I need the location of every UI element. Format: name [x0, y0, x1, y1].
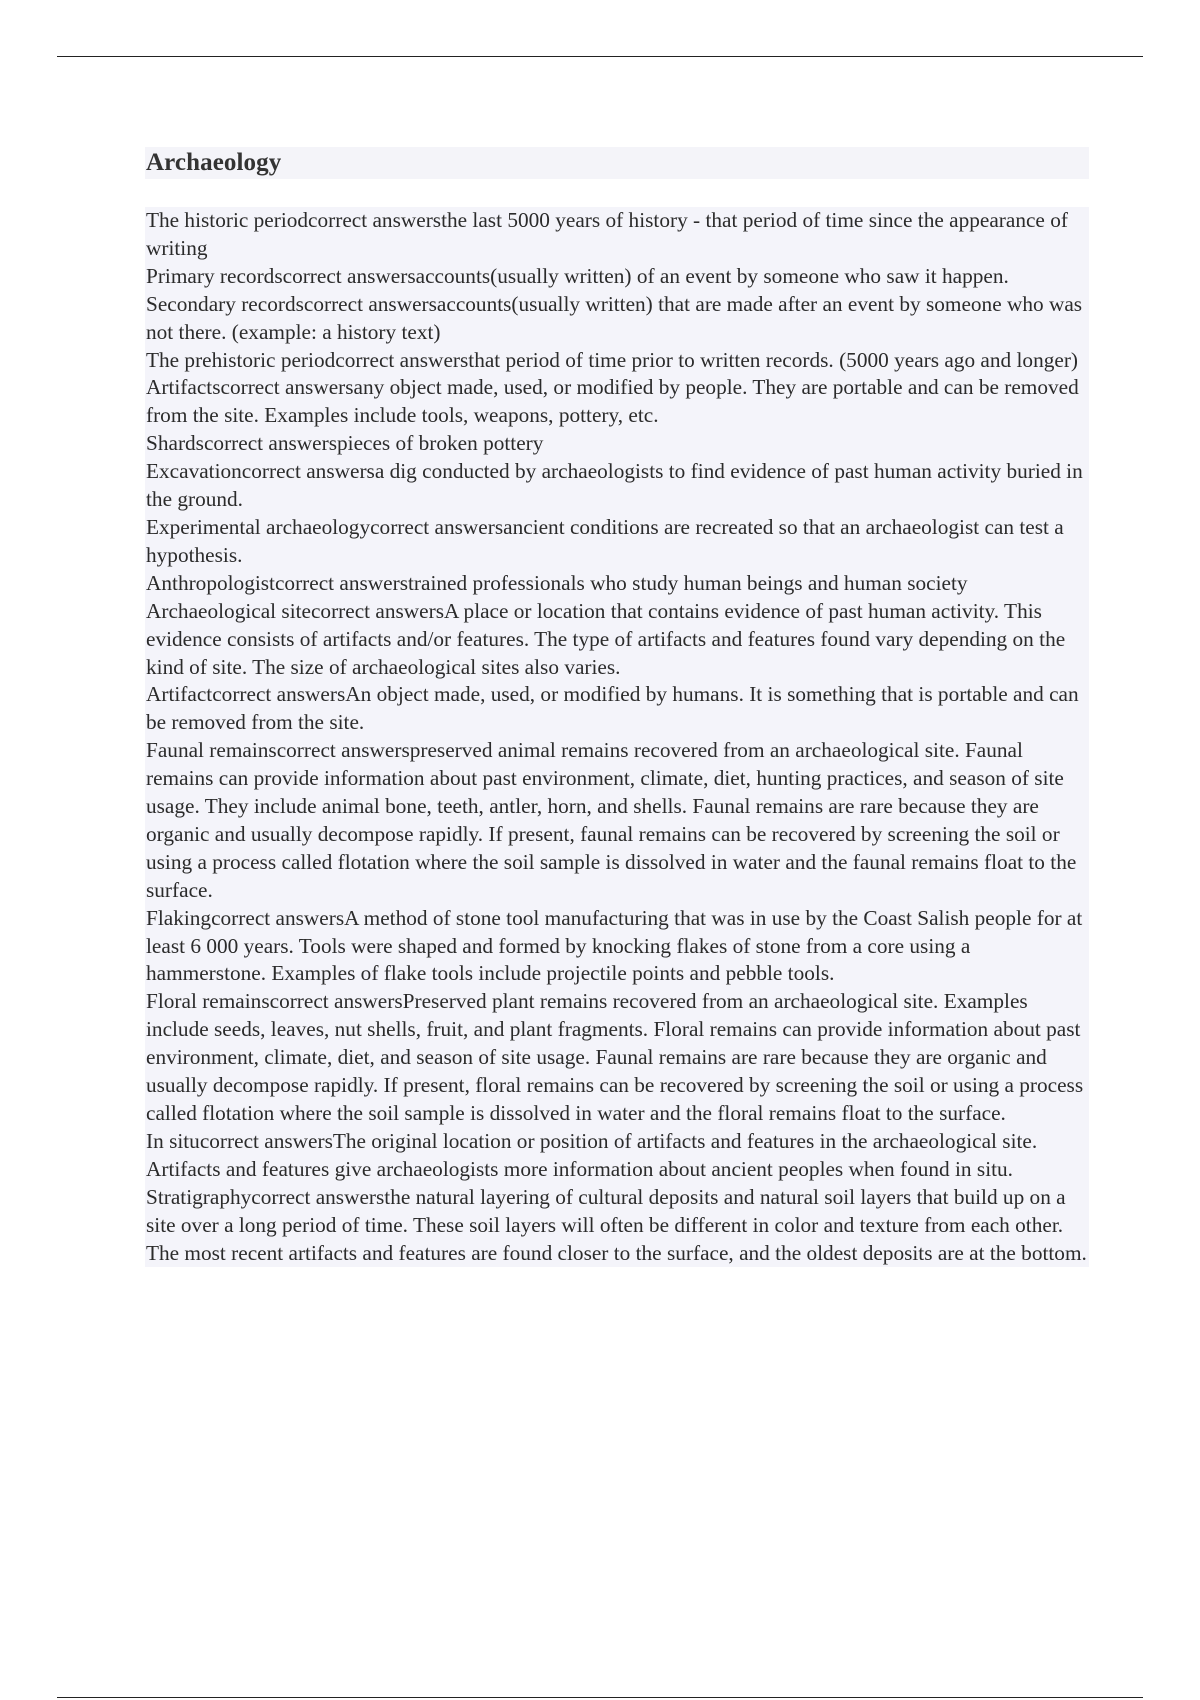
- entry-flaking: Flakingcorrect answersA method of stone tool manufacturing that was in use by the Coast Salish people for at least 6 000 years. Tools were shaped and formed by knocking flakes of stone from a core using a hammerstone. Examples of flake tools include projectile points and pebble tools.: [145, 905, 1089, 989]
- entry-historic-period: The historic periodcorrect answersthe last 5000 years of history - that period of time since the appearance of writing: [145, 207, 1089, 263]
- entry-artifacts: Artifactscorrect answersany object made, used, or modified by people. They are portable and can be removed from the site. Examples include tools, weapons, pottery, etc.: [145, 374, 1089, 430]
- title-highlight: [145, 147, 1089, 179]
- entry-floral-remains: Floral remainscorrect answersPreserved plant remains recovered from an archaeological site. Examples include seeds, leaves, nut shells, fruit, and plant fragments. Floral remains can provide information about past environment, climate, diet, and season of site usage. Faunal remains are rare because they are organic and usually decompose rapidly. If present, floral remains can be recovered by screening the soil or using a process called flotation where the soil sample is dissolved in water and the floral remains float to the surface.: [145, 988, 1089, 1128]
- entry-prehistoric-period: The prehistoric periodcorrect answersthat period of time prior to written records. (5000 years ago and longer): [145, 347, 1089, 375]
- entry-anthropologist: Anthropologistcorrect answerstrained professionals who study human beings and human society: [145, 570, 1089, 598]
- entry-experimental-archaeology: Experimental archaeologycorrect answersancient conditions are recreated so that an archaeologist can test a hypothesis.: [145, 514, 1089, 570]
- entry-stratigraphy: Stratigraphycorrect answersthe natural layering of cultural deposits and natural soil layers that build up on a site over a long period of time. These soil layers will often be different in color and texture from each other. The most recent artifacts and features are found closer to the surface, and the oldest deposits are at the bottom.: [145, 1184, 1089, 1268]
- document-title: Archaeology: [146, 149, 282, 176]
- footer-rule: [57, 1697, 1143, 1698]
- entry-primary-records: Primary recordscorrect answersaccounts(usually written) of an event by someone who saw it happen.: [145, 263, 1089, 291]
- entry-list: [145, 207, 1089, 1267]
- entry-excavation: Excavationcorrect answersa dig conducted by archaeologists to find evidence of past human activity buried in the ground.: [145, 458, 1089, 514]
- header-rule: [57, 56, 1143, 57]
- entry-in-situ: In situcorrect answersThe original location or position of artifacts and features in the archaeological site. Artifacts and features give archaeologists more information about ancient peoples when found in situ.: [145, 1128, 1089, 1184]
- entry-shards: Shardscorrect answerspieces of broken pottery: [145, 430, 1089, 458]
- entry-artifact: Artifactcorrect answersAn object made, used, or modified by humans. It is something that is portable and can be removed from the site.: [145, 681, 1089, 737]
- entry-archaeological-site: Archaeological sitecorrect answersA place or location that contains evidence of past human activity. This evidence consists of artifacts and/or features. The type of artifacts and features found vary depending on the kind of site. The size of archaeological sites also varies.: [145, 598, 1089, 682]
- entry-secondary-records: Secondary recordscorrect answersaccounts(usually written) that are made after an event by someone who was not there. (example: a history text): [145, 291, 1089, 347]
- entry-faunal-remains: Faunal remainscorrect answerspreserved animal remains recovered from an archaeological site. Faunal remains can provide information about past environment, climate, diet, hunting practices, and season of site usage. They include animal bone, teeth, antler, horn, and shells. Faunal remains are rare because they are organic and usually decompose rapidly. If present, faunal remains can be recovered by screening the soil or using a process called flotation where the soil sample is dissolved in water and the faunal remains float to the surface.: [145, 737, 1089, 904]
